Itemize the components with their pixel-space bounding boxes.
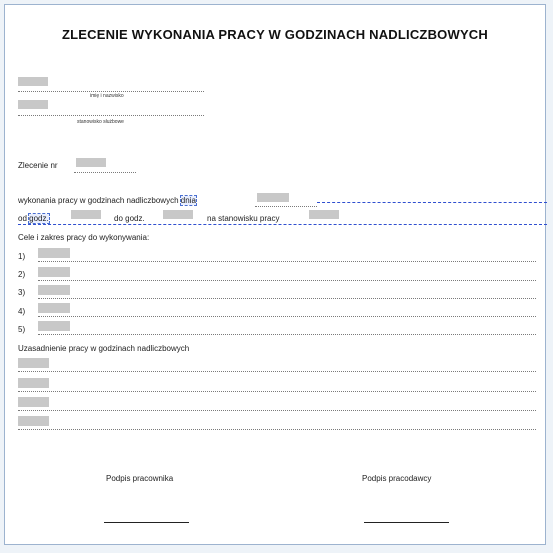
item-2-field[interactable] xyxy=(38,267,70,277)
position-line xyxy=(18,115,204,116)
position-field[interactable] xyxy=(18,100,48,109)
name-line xyxy=(18,91,204,92)
justification-field-1[interactable] xyxy=(18,358,49,368)
from-word: od xyxy=(18,214,27,223)
to-hour-field[interactable] xyxy=(163,210,193,219)
work-text xyxy=(18,196,196,205)
item-2-line xyxy=(38,280,536,281)
item-4-field[interactable] xyxy=(38,303,70,313)
item-3-label: 3) xyxy=(18,288,26,297)
item-3-line xyxy=(38,298,536,299)
from-label xyxy=(18,214,49,223)
justification-line-3 xyxy=(18,410,536,411)
employer-signature-label: Podpis pracodawcy xyxy=(362,474,432,483)
item-5-line xyxy=(38,334,536,335)
item-4-line xyxy=(38,316,536,317)
item-2-label: 2) xyxy=(18,270,26,279)
justification-label: Uzasadnienie pracy w godzinach nadliczbowych xyxy=(18,344,190,353)
item-1-field[interactable] xyxy=(38,248,70,258)
selection-boundary-1 xyxy=(317,202,547,203)
document-title: ZLECENIE WYKONANIA PRACY W GODZINACH NADLICZBOWYCH xyxy=(62,27,488,42)
justification-line-4 xyxy=(18,429,536,430)
justification-field-4[interactable] xyxy=(18,416,49,426)
name-field[interactable] xyxy=(18,77,48,86)
item-1-line xyxy=(38,261,536,262)
selection-boundary-2 xyxy=(18,224,547,225)
justification-field-3[interactable] xyxy=(18,397,49,407)
goals-label: Cele i zakres pracy do wykonywania: xyxy=(18,233,150,242)
item-1-label: 1) xyxy=(18,252,26,261)
item-5-label: 5) xyxy=(18,325,26,334)
item-4-label: 4) xyxy=(18,307,26,316)
day-word[interactable]: dnia xyxy=(180,196,196,205)
position-caption: stanowisko służbowe xyxy=(77,119,124,125)
employee-signature-line xyxy=(104,522,189,523)
work-prefix: wykonania pracy w godzinach nadliczbowych xyxy=(18,196,179,205)
justification-line-2 xyxy=(18,391,536,392)
date-line xyxy=(255,206,317,207)
to-label: do godz. xyxy=(114,214,145,223)
document-page xyxy=(4,4,546,545)
hour-word[interactable]: godz. xyxy=(29,214,49,223)
justification-line-1 xyxy=(18,371,536,372)
name-caption: imię i nazwisko xyxy=(90,93,124,99)
from-hour-field[interactable] xyxy=(71,210,101,219)
position-label: na stanowisku pracy xyxy=(207,214,280,223)
order-number-field[interactable] xyxy=(76,158,106,167)
employee-signature-label: Podpis pracownika xyxy=(106,474,174,483)
workstation-field[interactable] xyxy=(309,210,339,219)
justification-field-2[interactable] xyxy=(18,378,49,388)
order-line xyxy=(74,172,136,173)
order-label: Zlecenie nr xyxy=(18,161,58,170)
item-5-field[interactable] xyxy=(38,321,70,331)
item-3-field[interactable] xyxy=(38,285,70,295)
date-field[interactable] xyxy=(257,193,289,202)
employer-signature-line xyxy=(364,522,449,523)
